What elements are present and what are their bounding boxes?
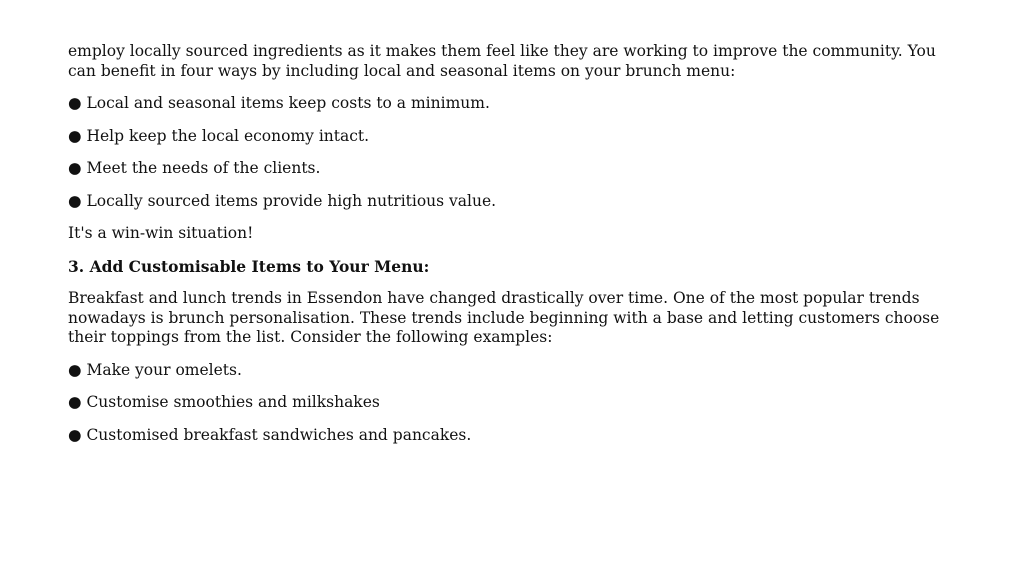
bullet-item: ● Make your omelets. (68, 360, 242, 379)
bullet-item: ● Customised breakfast sandwiches and pancakes. (68, 425, 472, 444)
bullet-item: ● Help keep the local economy intact. (68, 126, 370, 145)
conclusion-paragraph: It's a win-win situation! (68, 224, 254, 242)
bullet-item: ● Meet the needs of the clients. (68, 159, 321, 177)
document-body (68, 42, 968, 458)
bullet-item: ● Local and seasonal items keep costs to a minimum. (68, 94, 490, 112)
bullet-item: ● Customise smoothies and milkshakes (68, 393, 380, 411)
body-paragraph: Breakfast and lunch trends in Essendon have changed drastically over time. One of the most popular trends nowadays is brunch personalisation. These trends include beginning with a base and letting customers choose their toppings from the list. Consider the following examples: (68, 289, 940, 346)
intro-paragraph: employ locally sourced ingredients as it makes them feel like they are working to improve the community. You can benefit in four ways by including local and seasonal items on your brunch menu: (68, 42, 936, 80)
section-heading: 3. Add Customisable Items to Your Menu: (68, 256, 430, 276)
bullet-item: ● Locally sourced items provide high nutritious value. (68, 191, 497, 210)
